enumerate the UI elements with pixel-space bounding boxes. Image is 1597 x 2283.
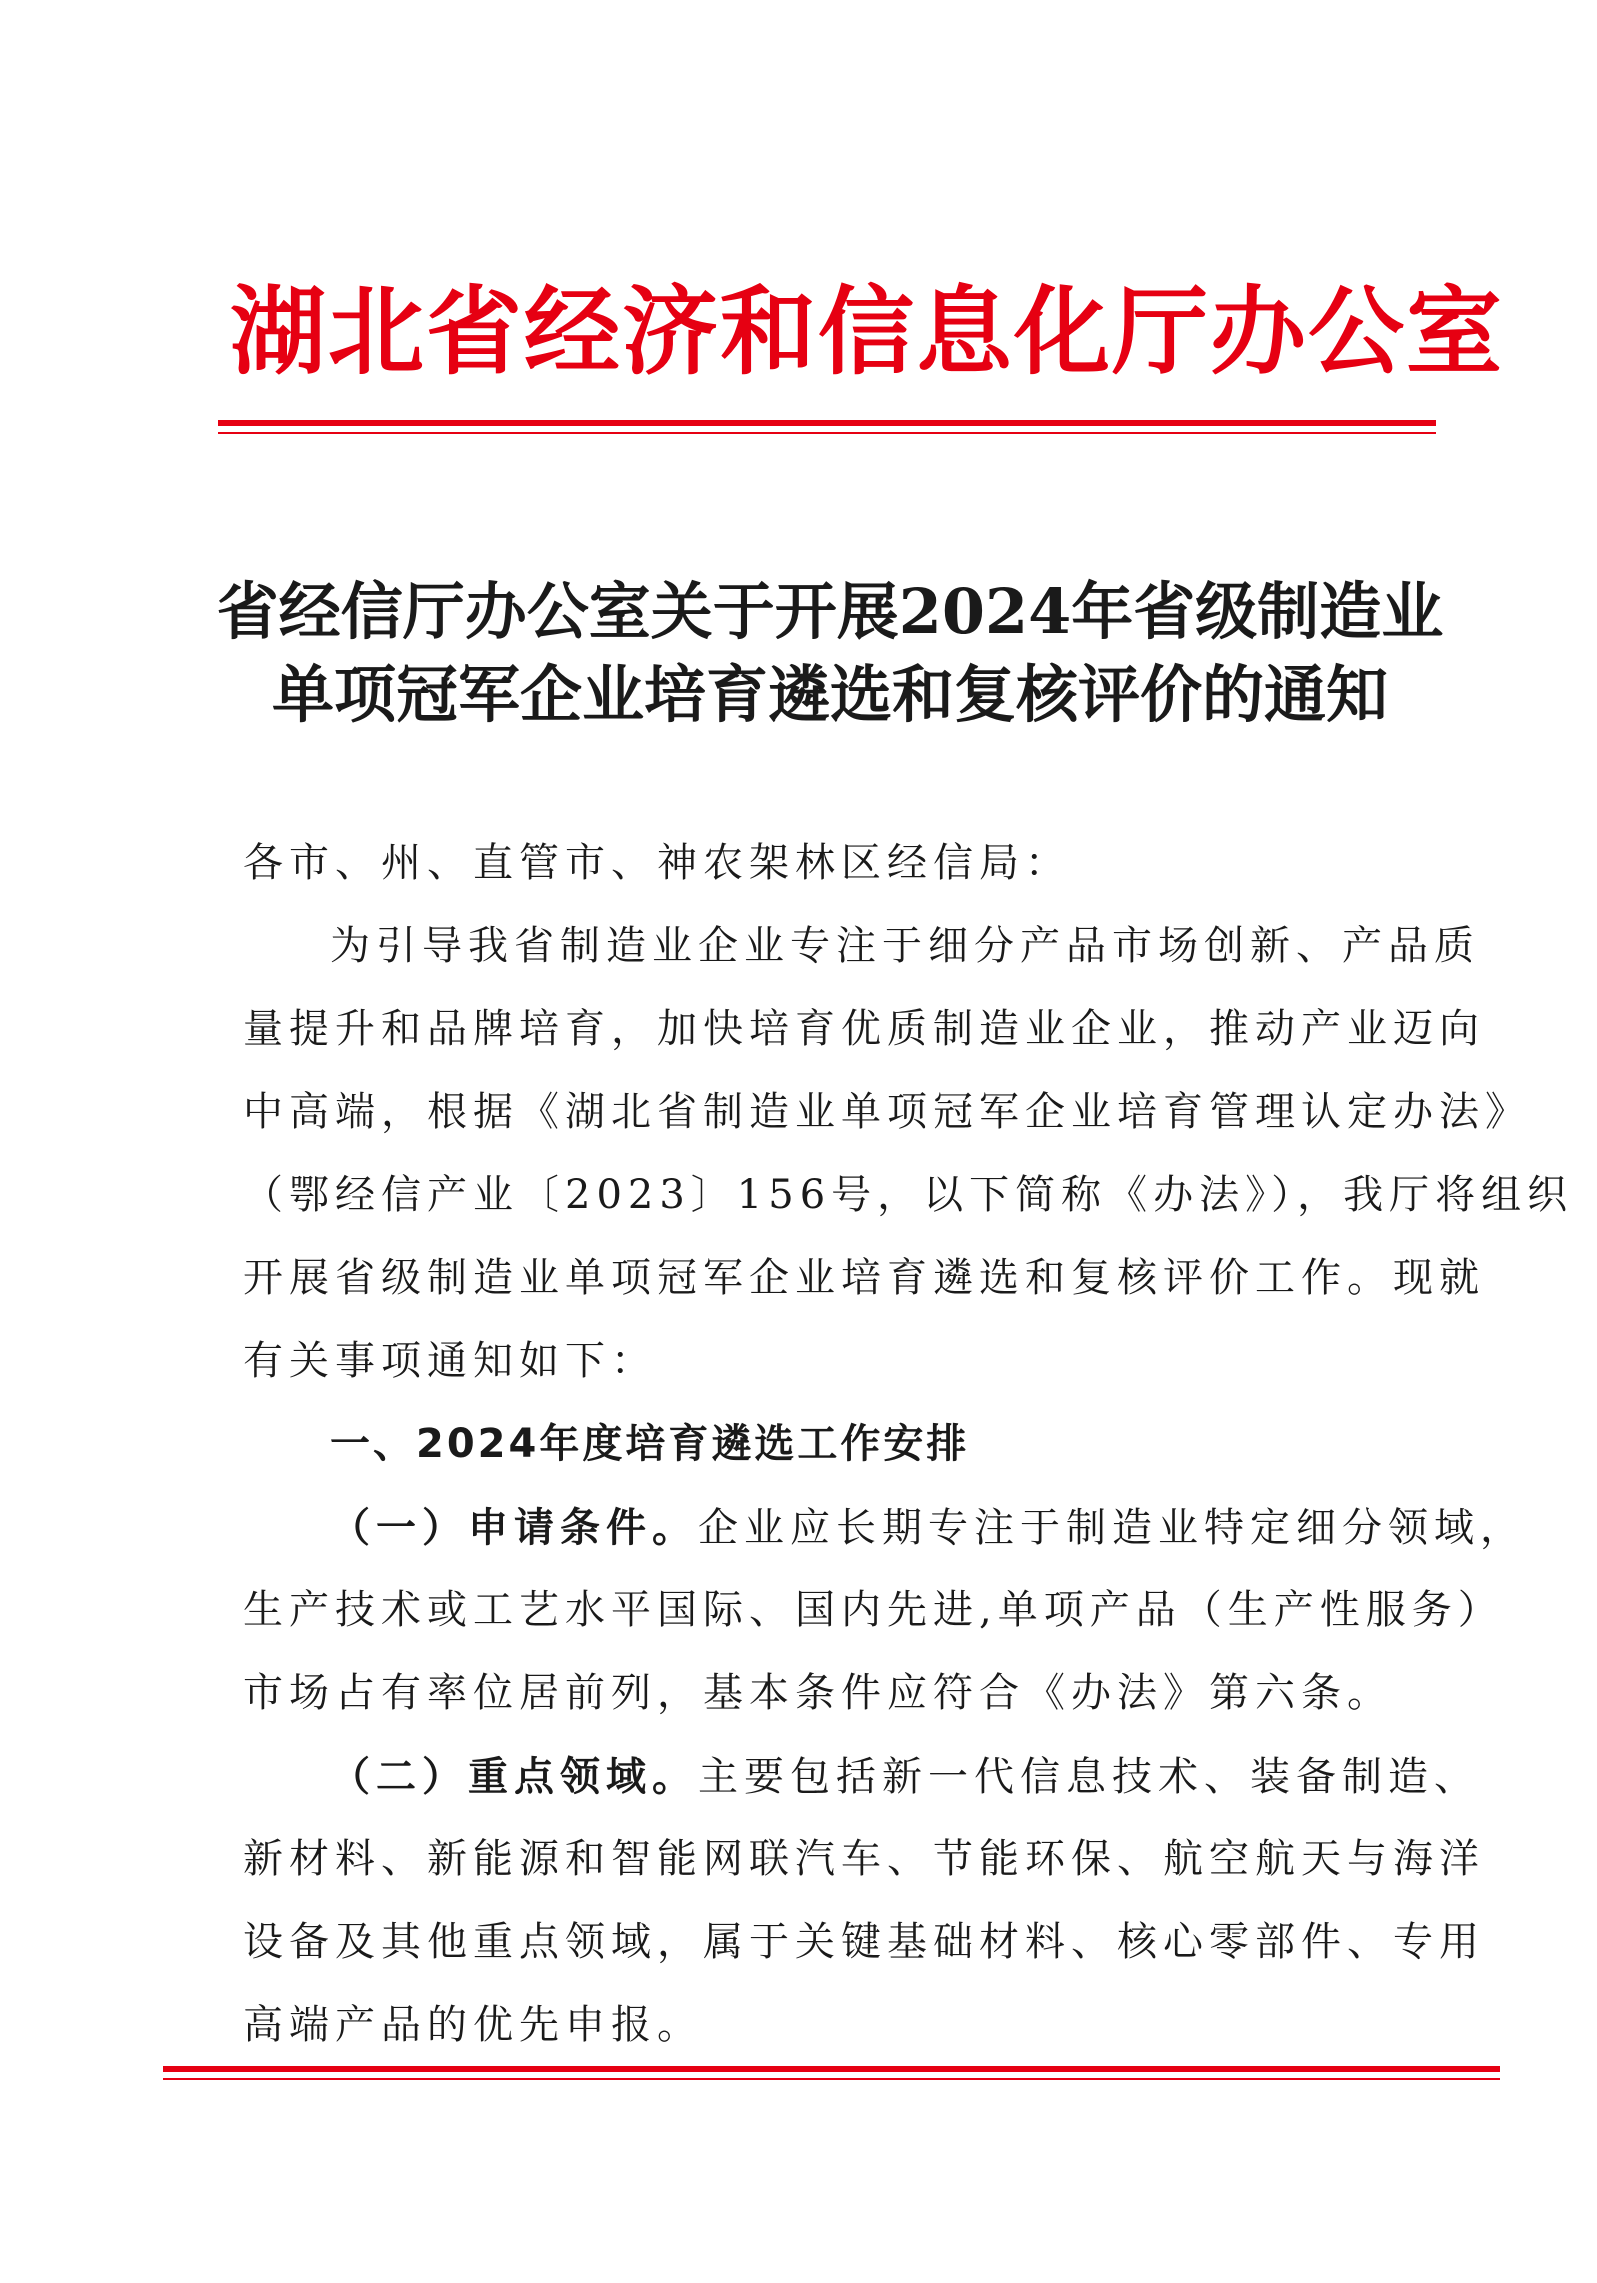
header-red-rule xyxy=(218,420,1436,438)
footer-red-rule xyxy=(163,2066,1500,2086)
intro-line: 量提升和品牌培育，加快培育优质制造业企业，推动产业迈向 xyxy=(243,1006,1485,1052)
item-2-line: 新材料、新能源和智能网联汽车、节能环保、航空航天与海洋 xyxy=(243,1836,1485,1882)
intro-line: 为引导我省制造业企业专注于细分产品市场创新、产品质 xyxy=(330,923,1480,969)
item-1-text: 企业应长期专注于制造业特定细分领域， xyxy=(698,1505,1526,1551)
item-1-lead: （一）申请条件。 xyxy=(330,1504,698,1551)
salutation: 各市、州、直管市、神农架林区经信局： xyxy=(243,840,1071,886)
item-2-line: 高端产品的优先申报。 xyxy=(243,2002,703,2048)
intro-line: 开展省级制造业单项冠军企业培育遴选和复核评价工作。现就 xyxy=(243,1255,1485,1301)
section-heading: 一、2024年度培育遴选工作安排 xyxy=(330,1421,970,1467)
item-1-line: 生产技术或工艺水平国际、国内先进,单项产品（生产性服务） xyxy=(243,1587,1504,1633)
item-2-first-line xyxy=(330,1735,1530,1819)
item-2-lead: （二）重点领域。 xyxy=(330,1753,698,1800)
item-2-text: 主要包括新一代信息技术、装备制造、 xyxy=(698,1754,1480,1800)
doc-title-line-1: 省经信厅办公室关于开展2024年省级制造业 xyxy=(216,575,1444,648)
item-1-line: 市场占有率位居前列，基本条件应符合《办法》第六条。 xyxy=(243,1670,1393,1716)
intro-line: （鄂经信产业〔2023〕156号，以下简称《办法》），我厅将组织 xyxy=(243,1172,1574,1218)
item-1-first-line xyxy=(330,1486,1530,1570)
rule-thick xyxy=(163,2066,1500,2072)
rule-thick xyxy=(218,420,1436,426)
intro-line: 有关事项通知如下： xyxy=(243,1338,657,1384)
item-2-line: 设备及其他重点领域，属于关键基础材料、核心零部件、专用 xyxy=(243,1919,1485,1965)
rule-thin xyxy=(163,2078,1500,2080)
rule-thin xyxy=(218,432,1436,434)
intro-line: 中高端，根据《湖北省制造业单项冠军企业培育管理认定办法》 xyxy=(243,1089,1531,1135)
org-header: 湖北省经济和信息化厅办公室 xyxy=(230,276,1504,388)
doc-title-line-2: 单项冠军企业培育遴选和复核评价的通知 xyxy=(271,658,1388,731)
